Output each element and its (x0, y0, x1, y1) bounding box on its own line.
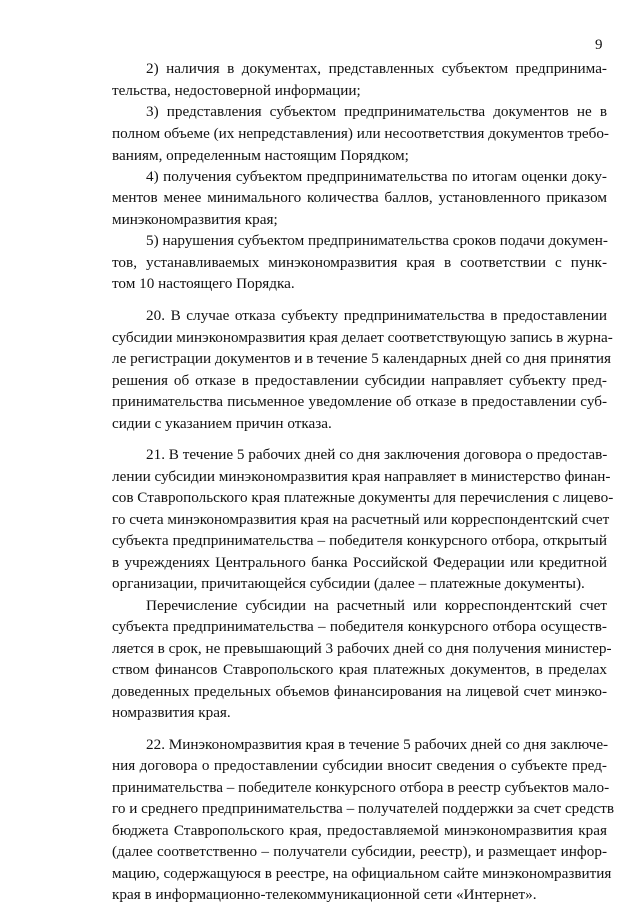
text-line: лении субсидии минэкономразвития края направляет в министерство финан- (112, 468, 611, 485)
text-line: полном объеме (их непредставления) или несоответствия документов требо- (112, 125, 609, 142)
text-line: сидии с указанием причин отказа. (112, 415, 332, 432)
text-line: 5) нарушения субъектом предпринимательства сроков подачи докумен- (146, 232, 608, 249)
text-line: го и среднего предпринимательства – получателей поддержки за счет средств (112, 800, 615, 817)
text-line: 2) наличия в документах, представленных субъектом предпринима- (146, 60, 607, 77)
text-line: 21. В течение 5 рабочих дней со дня заключения договора о предостав- (146, 446, 608, 463)
text-line: 3) представления субъектом предпринимательства документов не в (146, 103, 607, 120)
text-line: решения об отказе в предоставлении субсидии направляет субъекту пред- (112, 372, 607, 389)
text-line: 22. Минэкономразвития края в течение 5 рабочих дней со дня заключе- (146, 736, 609, 753)
text-line: номразвития края. (112, 704, 231, 721)
text-line: тов, устанавливаемых минэкономразвития края в соответствии с пунк- (112, 254, 607, 271)
text-line: минэкономразвития края; (112, 211, 278, 228)
text-line: края в информационно-телекоммуникационной сети «Интернет». (112, 886, 537, 903)
text-line: доведенных предельных объемов финансирования на лицевой счет минэко- (112, 683, 607, 700)
text-line: ляется в срок, не превышающий 3 рабочих дней со дня получения министер- (112, 640, 612, 657)
text-line: сов Ставропольского края платежные документы для перечисления с лицево- (112, 489, 614, 506)
text-line: субъекта предпринимательства – победителя конкурсного отбора, открытый (112, 532, 607, 549)
text-line: ством финансов Ставропольского края платежных документов, в пределах (112, 661, 607, 678)
text-line: Перечисление субсидии на расчетный или корреспондентский счет (146, 597, 607, 614)
text-line: ментов менее минимального количества баллов, установленного приказом (112, 189, 607, 206)
text-line: тельства, недостоверной информации; (112, 82, 361, 99)
text-line: ния договора о предоставлении субсидии вносит сведения о субъекте пред- (112, 757, 607, 774)
text-line: го счета минэкономразвития края на расчетный или корреспондентский счет (112, 511, 610, 528)
text-line: 20. В случае отказа субъекту предпринимательства в предоставлении (146, 307, 607, 324)
text-line: принимательства письменное уведомление об отказе в предоставлении суб- (112, 393, 607, 410)
text-line: ле регистрации документов и в течение 5 календарных дней со дня принятия (112, 350, 611, 367)
text-line: том 10 настоящего Порядка. (112, 275, 295, 292)
page-number: 9 (595, 37, 603, 53)
text-line: субсидии минэкономразвития края делает соответствующую запись в журна- (112, 329, 613, 346)
text-line: субъекта предпринимательства – победителя конкурсного отбора осуществ- (112, 618, 607, 635)
text-line: (далее соответственно – получатели субсидии, реестр), и размещает инфор- (112, 843, 607, 860)
text-line: мацию, содержащуюся в реестре, на официальном сайте минэкономразвития (112, 865, 612, 882)
text-line: организации, причитающейся субсидии (далее – платежные документы). (112, 575, 585, 592)
text-line: 4) получения субъектом предпринимательства по итогам оценки доку- (146, 168, 607, 185)
text-line: бюджета Ставропольского края, предоставляемой минэкономразвития края (112, 822, 607, 839)
text-line: ваниям, определенным настоящим Порядком; (112, 147, 409, 164)
text-line: в учреждениях Центрального банка Российской Федерации или кредитной (112, 554, 607, 571)
text-line: принимательства – победителе конкурсного отбора в реестр субъектов мало- (112, 779, 610, 796)
